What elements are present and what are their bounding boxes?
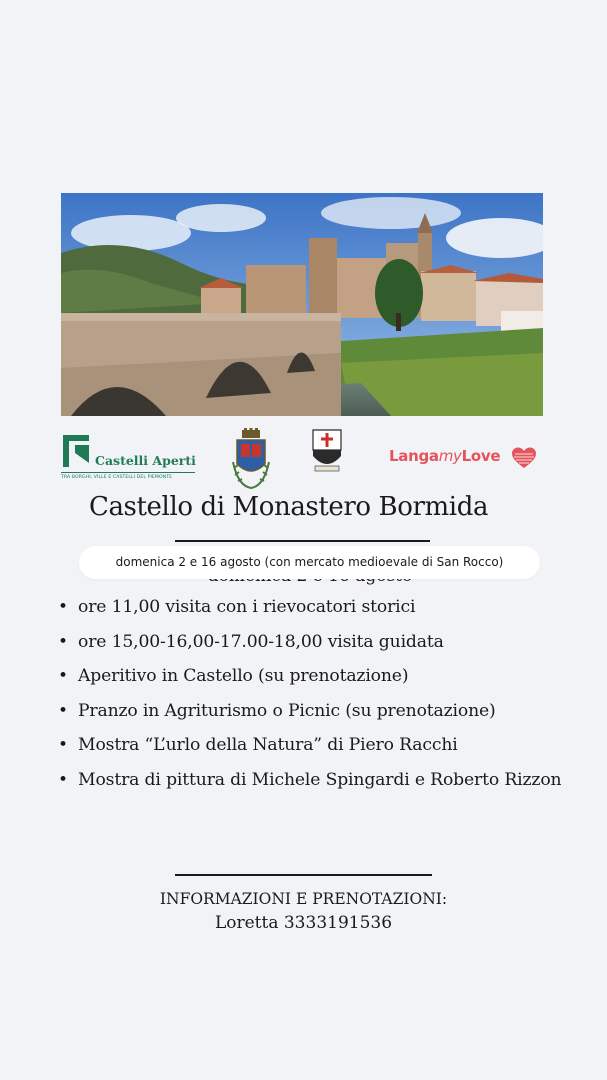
date-badge-text: domenica 2 e 16 agosto (con mercato medioevale di San Rocco) [115, 555, 504, 569]
divider [61, 472, 195, 473]
list-item: • ore 11,00 visita con i rievocatori storici [58, 590, 578, 625]
list-item: • Pranzo in Agriturismo o Picnic (su prenotazione) [58, 694, 578, 729]
castle-photo [61, 193, 543, 416]
list-item: • Aperitivo in Castello (su prenotazione) [58, 659, 578, 694]
list-item: • Mostra di pittura di Michele Spingardi e Roberto Rizzon [58, 763, 578, 798]
municipal-coat-of-arms-icon [228, 428, 274, 492]
info-divider [175, 874, 432, 876]
love-word: Love [461, 447, 501, 465]
info-heading: INFORMAZIONI E PRENOTAZIONI: [159, 890, 448, 908]
sponsor-logos [61, 425, 543, 495]
title-divider [175, 540, 430, 542]
my-word: my [438, 447, 462, 465]
langa-word: Langa [389, 447, 439, 465]
program-list [58, 590, 578, 797]
templar-shield-icon [309, 428, 345, 474]
date-badge [79, 546, 540, 579]
list-item: • ore 15,00-16,00-17.00-18,00 visita guidata [58, 625, 578, 660]
langa-my-love-logo [389, 447, 500, 465]
castelli-aperti-title: Castelli Aperti [95, 453, 196, 468]
castelli-aperti-logo [61, 433, 201, 483]
heart-icon [512, 447, 536, 469]
list-item: • Mostra “L’urlo della Natura” di Piero Racchi [58, 728, 578, 763]
castelli-aperti-mark-icon [63, 435, 91, 467]
info-contact: Loretta 3333191536 [214, 913, 393, 933]
castelli-aperti-subtitle: TRA BORGHI, VILLE E CASTELLI DEL PIEMONTE [61, 475, 173, 480]
event-title: Castello di Monastero Bormida [88, 492, 489, 522]
castle-bridge-illustration [61, 193, 543, 416]
